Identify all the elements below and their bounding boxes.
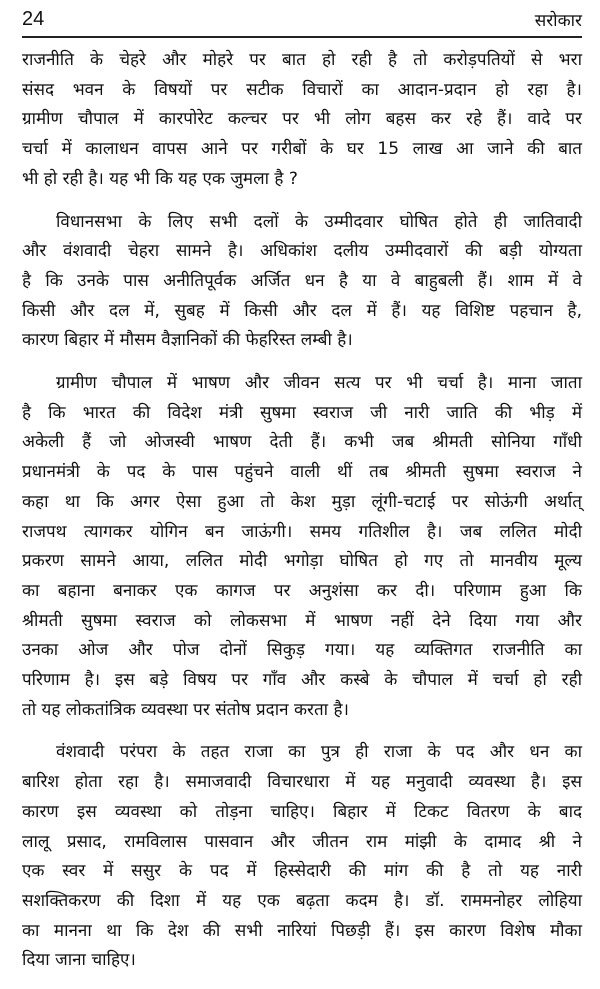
paragraph-3 <box>22 369 582 725</box>
text-line: भी हो रही है। यह भी कि यह एक जुमला है ? <box>22 168 298 189</box>
text-line: लालू प्रसाद, रामविलास पासवान और जीतन राम मांझी के दामाद श्री ने <box>22 831 582 852</box>
page-header <box>22 6 582 38</box>
text-line: है कि उनके पास अनीतिपूर्वक अर्जित धन है या वे बाहुबली हैं। शाम में वे <box>22 270 582 291</box>
text-line: परिणाम है। इस बड़े विषय पर गाँव और कस्बे के चौपाल में चर्चा हो रही <box>22 670 582 691</box>
text-line: श्रीमती सुषमा स्वराज को लोकसभा में भाषण नहीं देने दिया गया और <box>22 610 582 631</box>
text-line: का मानना था कि देश की सभी नारियां पिछड़ी हैं। इस कारण विशेष मौका <box>22 920 582 941</box>
text-line: प्रधानमंत्री के पद के पास पहुंचने वाली थीं तब श्रीमती सुषमा स्वराज ने <box>22 462 582 483</box>
text-line: कहा था कि अगर ऐसा हुआ तो केश मुड़ा लूंगी-चटाई पर सोऊंगी अर्थात् <box>22 491 582 512</box>
text-line: तो यह लोकतांत्रिक व्यवस्था पर संतोष प्रदान करता है। <box>22 699 349 720</box>
text-line: ग्रामीण चौपाल में भाषण और जीवन सत्य पर भी चर्चा है। माना जाता <box>56 373 582 394</box>
text-line: चर्चा में कालाधन वापस आने पर गरीबों के घर 15 लाख आ जाने की बात <box>22 139 582 160</box>
text-line: बारिश होता रहा है। समाजवादी विचारधारा में यह मनुवादी व्यवस्था है। इस <box>22 772 582 793</box>
running-title: सरोकार <box>534 11 582 31</box>
text-line: कारण बिहार में मौसम वैज्ञानिकों की फेहरिस्त लम्बी है। <box>22 330 353 351</box>
text-line: किसी और दल में, सुबह में किसी और दल में हैं। यह विशिष्ट पहचान है, <box>22 300 582 321</box>
text-line: राजपथ त्यागकर योगिन बन जाऊंगी। समय गतिशील है। जब ललित मोदी <box>22 521 582 542</box>
page-number: 24 <box>22 8 45 30</box>
text-line: एक स्वर में ससुर के पद में हिस्सेदारी की मांग की है तो यह नारी <box>22 861 582 882</box>
text-line: विधानसभा के लिए सभी दलों के उम्मीदवार घोषित होते ही जातिवादी <box>56 211 582 232</box>
article-body <box>22 46 582 989</box>
paragraph-1 <box>22 46 582 195</box>
paragraph-2 <box>22 208 582 357</box>
text-line: है कि भारत की विदेश मंत्री सुषमा स्वराज जी नारी जाति की भीड़ में <box>22 402 582 423</box>
text-line: अकेली हैं जो ओजस्वी भाषण देती हैं। कभी जब श्रीमती सोनिया गाँधी <box>22 432 582 453</box>
text-line: राजनीति के चेहरे और मोहरे पर बात हो रही है तो करोड़पतियों से भरा <box>22 50 582 70</box>
text-line: संसद भवन के विषयों पर सटीक विचारों का आदान-प्रदान हो रहा है। <box>22 79 582 100</box>
paragraph-4 <box>22 738 582 976</box>
text-line: उनका ओज और पोज दोनों सिकुड़ गया। यह व्यक्तिगत राजनीति का <box>22 640 582 661</box>
text-line: वंशवादी परंपरा के तहत राजा का पुत्र ही राजा के पद और धन का <box>56 742 582 763</box>
text-line: सशक्तिकरण की दिशा में यह एक बढ़ता कदम है। डॉ. राममनोहर लोहिया <box>22 890 582 911</box>
text-line: कारण इस व्यवस्था को तोड़ना चाहिए। बिहार में टिकट वितरण के बाद <box>22 801 582 822</box>
text-line: और वंशवादी चेहरा सामने है। अधिकांश दलीय उम्मीदवारों की बड़ी योग्यता <box>22 241 582 262</box>
text-line: का बहाना बनाकर एक कागज पर अनुशंसा कर दी। परिणाम हुआ कि <box>22 580 582 601</box>
text-line: दिया जाना चाहिए। <box>22 950 136 971</box>
text-line: प्रकरण सामने आया, ललित मोदी भगोड़ा घोषित हो गए तो मानवीय मूल्य <box>22 551 582 572</box>
text-line: ग्रामीण चौपाल में कारपोरेट कल्चर पर भी लोग बहस कर रहे हैं। वादे पर <box>22 109 582 130</box>
